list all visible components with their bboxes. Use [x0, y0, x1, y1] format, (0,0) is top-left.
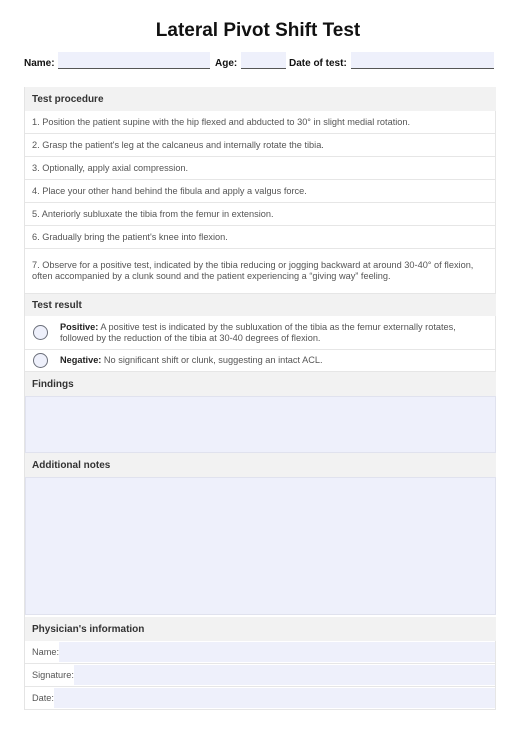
- name-label: Name:: [24, 58, 55, 69]
- physician-name-row: [25, 641, 496, 664]
- physician-date-label: Date:: [32, 693, 54, 703]
- positive-text: A positive test is indicated by the subluxation of the tibia as the femur externally rotates, followed by the reduction of the tibia at 30-40 degrees of flexion.: [60, 321, 456, 343]
- patient-info-row: [24, 52, 494, 70]
- form-sheet: [24, 87, 496, 710]
- procedure-step: 4. Place your other hand behind the fibula and apply a valgus force.: [25, 180, 496, 203]
- positive-radio[interactable]: [33, 325, 48, 340]
- page-title: Lateral Pivot Shift Test: [155, 20, 361, 41]
- physician-heading: Physician's information: [25, 617, 496, 641]
- procedure-step: 7. Observe for a positive test, indicated by the tibia reducing or jogging backward at around 30-40° of flexion, often accompanied by a clunk sound and the patient experiencing a “giving way” feeling.: [25, 249, 496, 294]
- result-option-negative: [25, 350, 496, 372]
- notes-field[interactable]: [25, 477, 496, 615]
- physician-signature-row: [25, 664, 496, 687]
- negative-text: No significant shift or clunk, suggesting an intact ACL.: [103, 355, 323, 365]
- findings-field[interactable]: [25, 396, 496, 453]
- date-of-test-field[interactable]: [351, 52, 494, 69]
- name-field[interactable]: [58, 52, 210, 69]
- date-of-test-label: Date of test:: [289, 58, 347, 69]
- negative-radio[interactable]: [33, 353, 48, 368]
- physician-name-label: Name:: [32, 647, 60, 657]
- positive-label: Positive:: [60, 321, 99, 332]
- physician-name-field[interactable]: [59, 642, 495, 662]
- findings-heading: Findings: [25, 372, 496, 396]
- procedure-heading: Test procedure: [25, 87, 496, 111]
- negative-description: [60, 355, 323, 366]
- negative-label: Negative:: [60, 355, 102, 365]
- physician-date-row: [25, 687, 496, 710]
- age-label: Age:: [215, 58, 238, 69]
- notes-heading: Additional notes: [25, 453, 496, 477]
- procedure-step: 5. Anteriorly subluxate the tibia from the femur in extension.: [25, 203, 496, 226]
- result-heading: Test result: [25, 294, 496, 316]
- physician-date-field[interactable]: [54, 688, 495, 708]
- procedure-step: 1. Position the patient supine with the hip flexed and abducted to 30° in slight medial rotation.: [25, 111, 496, 134]
- procedure-step: 3. Optionally, apply axial compression.: [25, 157, 496, 180]
- age-field[interactable]: [241, 52, 286, 69]
- result-option-positive: [25, 316, 496, 350]
- positive-description: [60, 322, 475, 344]
- physician-signature-field[interactable]: [74, 665, 495, 685]
- procedure-step: 2. Grasp the patient's leg at the calcaneus and internally rotate the tibia.: [25, 134, 496, 157]
- physician-signature-label: Signature:: [32, 670, 74, 680]
- procedure-step: 6. Gradually bring the patient's knee into flexion.: [25, 226, 496, 249]
